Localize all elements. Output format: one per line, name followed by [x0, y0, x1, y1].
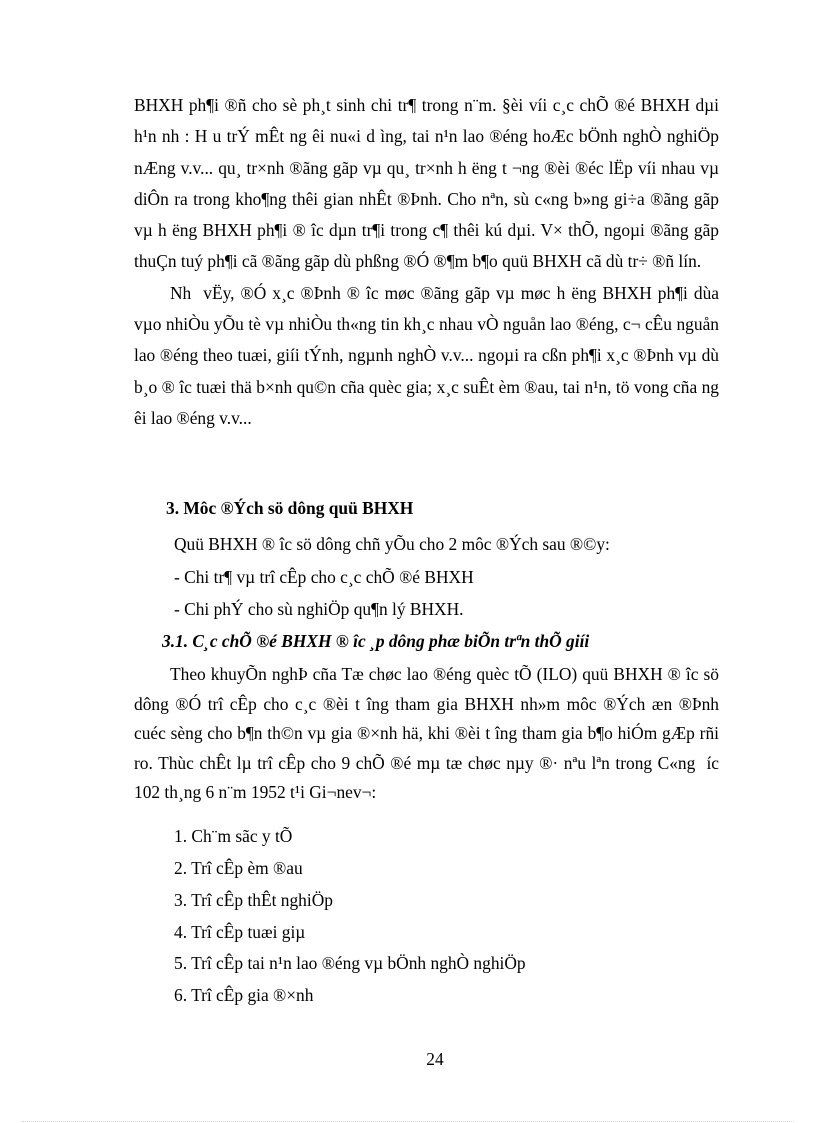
section-3-intro: Quü BHXH ® îc sö dông chñ yÕu cho 2 môc ®Ých sau ®©y:	[174, 534, 610, 554]
section-3-bullet-1: - Chi tr¶ vµ trî cÊp cho c¸c chÕ ®é BHXH	[174, 567, 474, 587]
list-item: 3. Trî cÊp thÊt nghiÖp	[174, 890, 333, 910]
section-3-1-heading: 3.1. C¸c chÕ ®é BHXH ® îc ¸p dông phæ biÕn trªn thÕ giíi	[162, 631, 590, 651]
section-3-1-text-block	[134, 660, 724, 813]
list-item: 1. Ch¨m sãc y tÕ	[174, 826, 293, 846]
list-item: 5. Trî cÊp tai n¹n lao ®éng vµ bÖnh nghÒ nghiÖp	[174, 953, 526, 973]
body-text-block	[134, 90, 724, 439]
paragraph-continued: BHXH ph¶i ®ñ cho sè ph¸t sinh chi tr¶ trong n¨m. §èi víi c¸c chÕ ®é BHXH dµi h¹n nh : H u trÝ mÊt ng êi nu«i d ìng, tai n¹n lao ®éng hoÆc bÖnh nghÒ nghiÖp nÆng v.v... qu¸ tr×nh ®ãng gãp vµ qu¸ tr×nh h ëng t ¬ng ®èi ®éc lËp víi nhau vµ diÔn ra trong kho¶ng thêi gian nhÊt ®Þnh. Cho nªn, sù c«ng b»ng gi÷a ®ãng gãp vµ h ëng BHXH ph¶i ® îc dµn tr¶i trong c¶ thêi kú dµi. V× thÕ, ngoµi ®ãng gãp thuÇn tuý ph¶i cã ®ãng gãp dù phßng ®Ó ®¶m b¶o quü BHXH cã dù tr÷ ®ñ lín.	[134, 95, 724, 272]
paragraph-determination: Nh vËy, ®Ó x¸c ®Þnh ® îc møc ®ãng gãp vµ møc h ëng BHXH ph¶i dùa vµo nhiÒu yÕu tè vµ nhiÒu th«ng tin kh¸c nhau vÒ nguån lao ®éng, c¬ cÊu nguån lao ®éng theo tuæi, giíi tÝnh, ngµnh nghÒ v.v... ngoµi ra cßn ph¶i x¸c ®Þnh vµ dù b¸o ® îc tuæi thä b×nh qu©n cña quèc gia; x¸c suÊt èm ®au, tai n¹n, tö vong cña ng êi lao ®éng v.v...	[134, 282, 724, 428]
list-item: 6. Trî cÊp gia ®×nh	[174, 985, 314, 1005]
section-3-bullet-2: - Chi phÝ cho sù nghiÖp qu¶n lý BHXH.	[174, 599, 464, 619]
page-bottom-divider	[22, 1121, 794, 1122]
list-item: 2. Trî cÊp èm ®au	[174, 858, 303, 878]
page-number: 24	[426, 1049, 444, 1069]
section-3-heading: 3. Môc ®Ých sö dông quü BHXH	[166, 498, 414, 518]
list-item: 4. Trî cÊp tuæi giµ	[174, 922, 306, 942]
paragraph-ilo-recommendation: Theo khuyÕn nghÞ cña Tæ chøc lao ®éng quèc tÕ (ILO) quü BHXH ® îc sö dông ®Ó trî cÊp cho c¸c ®èi t îng tham gia BHXH nh»m môc ®Ých æn ®Þnh cuéc sèng cho b¶n th©n vµ gia ®×nh hä, khi ®èi t îng tham gia b¶o hiÓm gÆp rñi ro. Thùc chÊt lµ trî cÊp cho 9 chÕ ®é mµ tæ chøc nµy ®· nªu lªn trong C«ng íc 102 th¸ng 6 n¨m 1952 t¹i Gi¬nev¬:	[134, 664, 724, 803]
